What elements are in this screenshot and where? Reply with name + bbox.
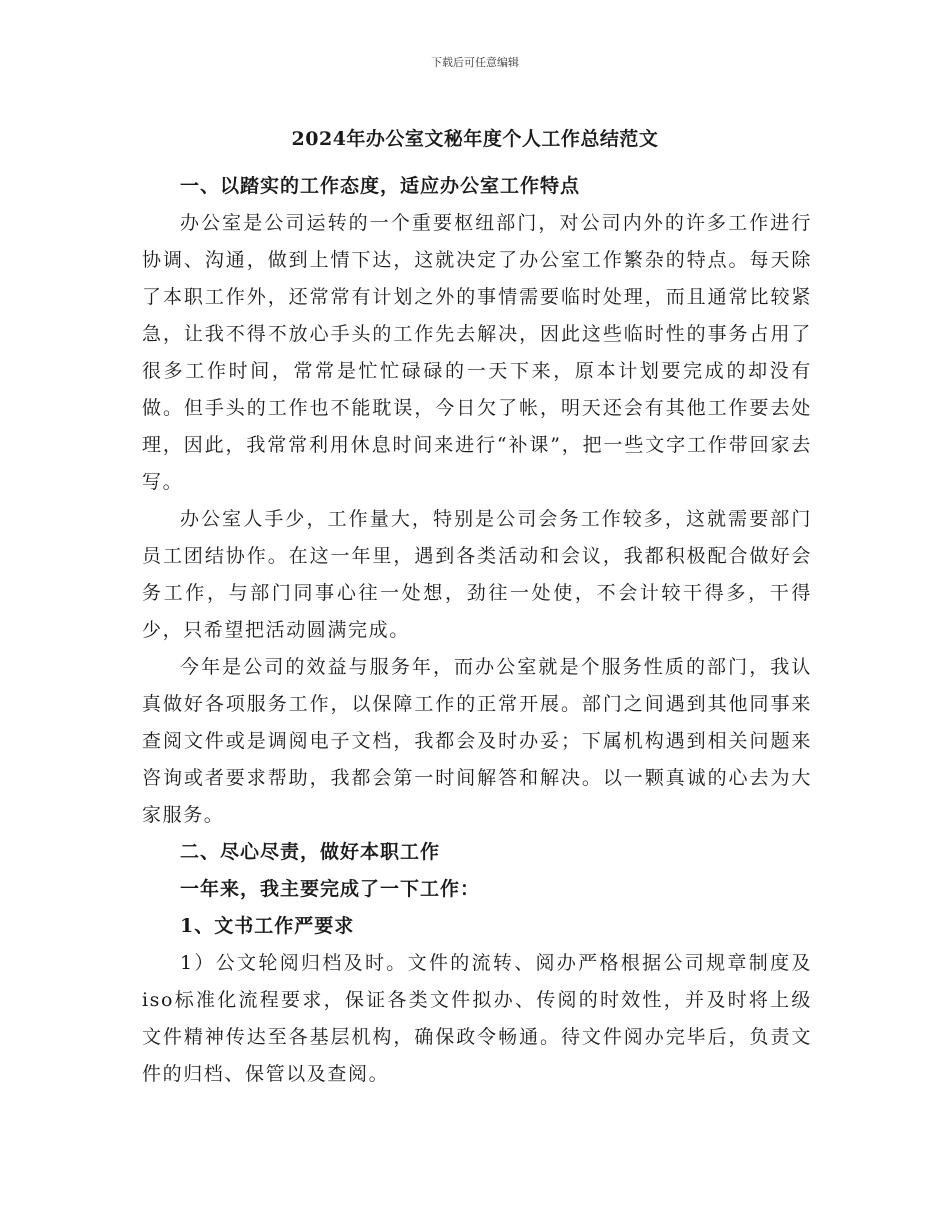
document-body: [142, 168, 812, 1093]
document-title: 2024年办公室文秘年度个人工作总结范文: [291, 128, 659, 150]
header-note: 下载后可任意编辑: [431, 56, 519, 69]
section-heading: 一、以踏实的工作态度，适应办公室工作特点: [180, 175, 581, 197]
section-heading: 二、尽心尽责，做好本职工作: [180, 841, 441, 863]
subsection-heading: 1、文书工作严要求: [180, 915, 355, 937]
body-paragraph: 办公室是公司运转的一个重要枢纽部门，对公司内外的许多工作进行协调、沟通，做到上情下达，这就决定了办公室工作繁杂的特点。每天除了本职工作外，还常常有计划之外的事情需要临时处理，而且通常比较紧急，让我不得不放心手头的工作先去解决，因此这些临时性的事务占用了很多工作时间，常常是忙忙碌碌的一天下来，原本计划要完成的却没有做。但手头的工作也不能耽误，今日欠了帐，明天还会有其他工作要去处理，因此，我常常利用休息时间来进行“补课”，把一些文字工作带回家去写。: [142, 212, 812, 493]
body-paragraph: 办公室人手少，工作量大，特别是公司会务工作较多，这就需要部门员工团结协作。在这一年里，遇到各类活动和会议，我都积极配合做好会务工作，与部门同事心往一处想，劲往一处使，不会计较干得多，干得少，只希望把活动圆满完成。: [142, 508, 812, 641]
section-heading: 一年来，我主要完成了一下工作：: [180, 878, 481, 900]
body-paragraph: 今年是公司的效益与服务年，而办公室就是个服务性质的部门，我认真做好各项服务工作，以保障工作的正常开展。部门之间遇到其他同事来查阅文件或是调阅电子文档，我都会及时办妥；下属机构遇到相关问题来咨询或者要求帮助，我都会第一时间解答和解决。以一颗真诚的心去为大家服务。: [142, 656, 812, 826]
body-paragraph: 1）公文轮阅归档及时。文件的流转、阅办严格根据公司规章制度及iso标准化流程要求，保证各类文件拟办、传阅的时效性，并及时将上级文件精神传达至各基层机构，确保政令畅通。待文件阅办完毕后，负责文件的归档、保管以及查阅。: [142, 952, 812, 1085]
